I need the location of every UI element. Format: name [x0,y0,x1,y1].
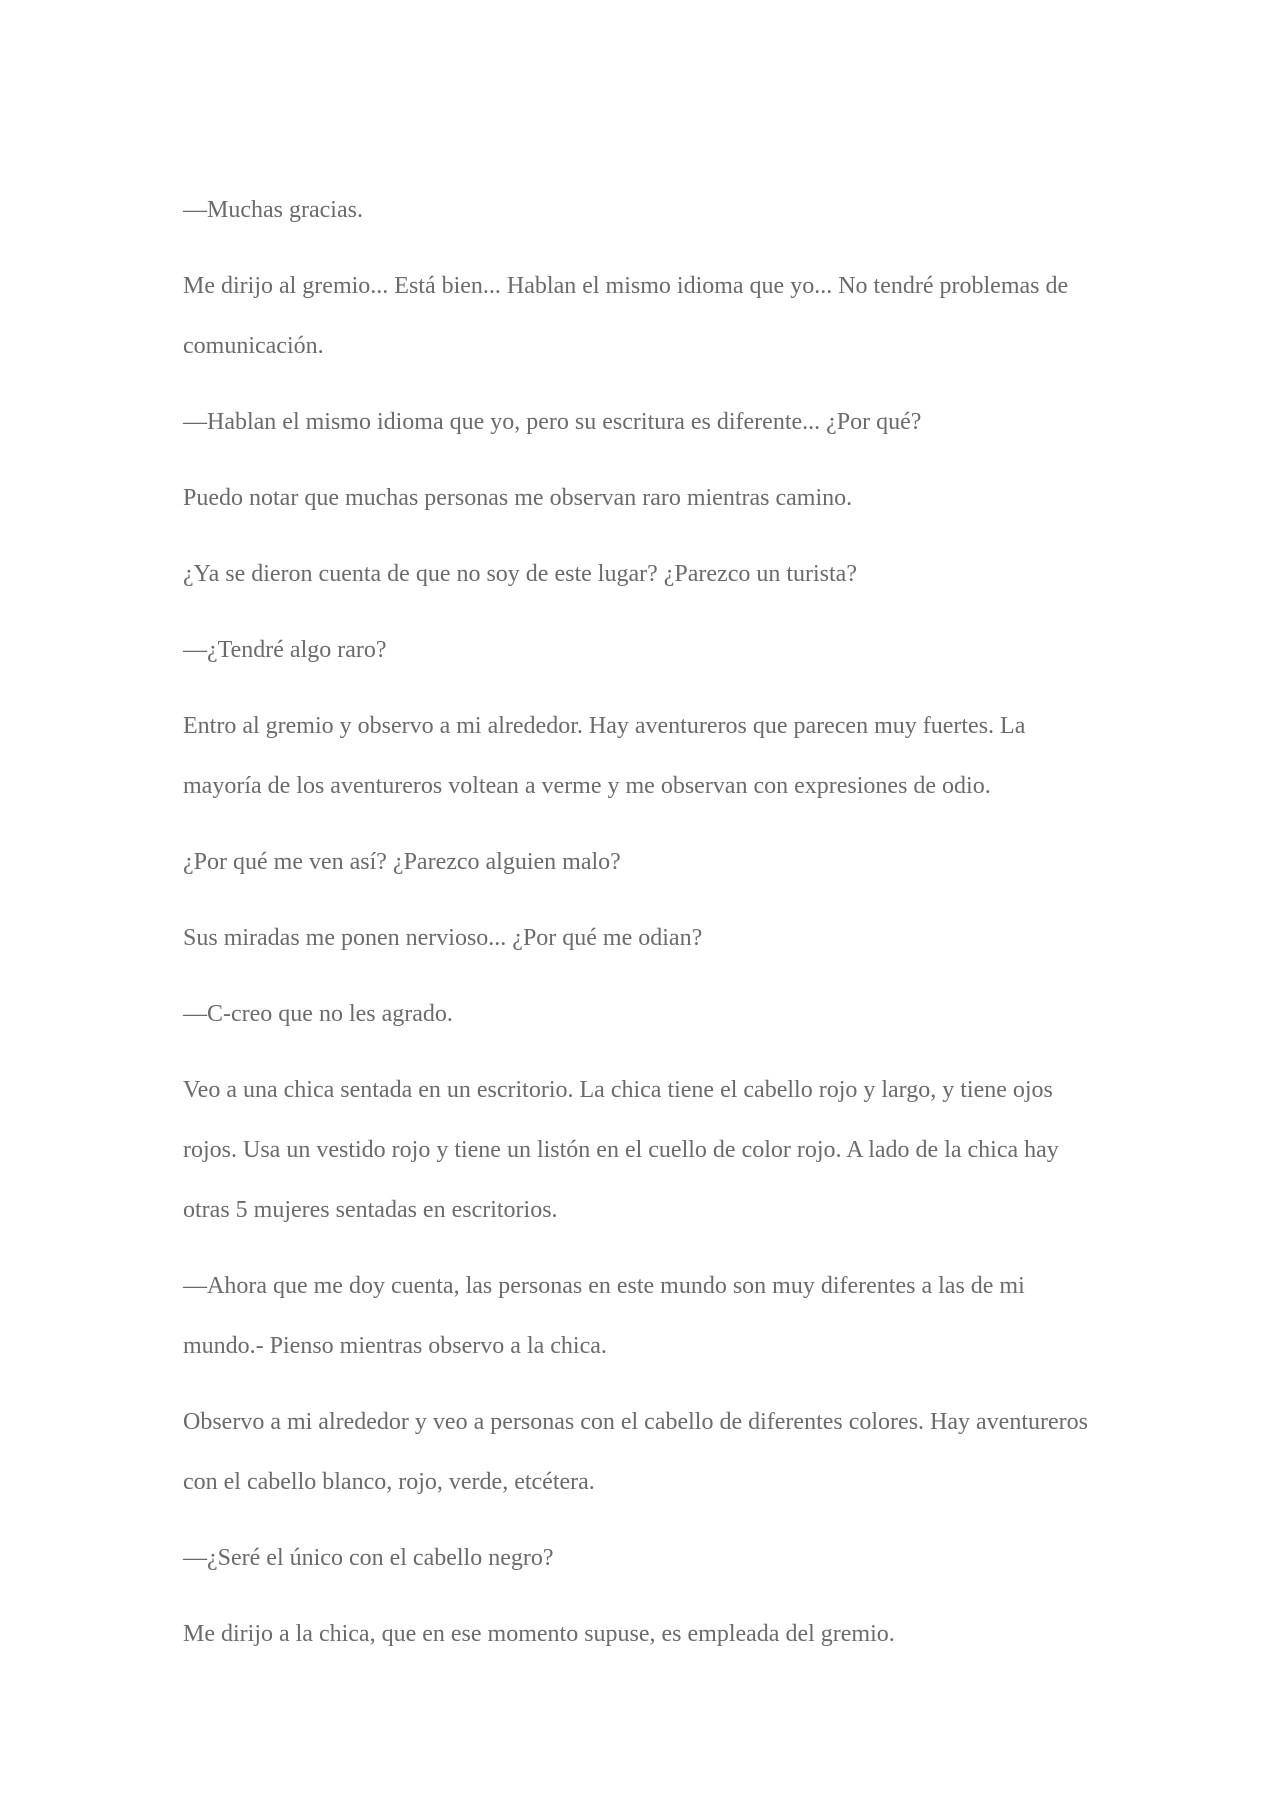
paragraph: ¿Por qué me ven así? ¿Parezco alguien malo? [183,849,621,875]
paragraph: —Muchas gracias. [183,197,363,223]
paragraph: Sus miradas me ponen nervioso... ¿Por qué me odian? [183,925,703,951]
paragraph: Me dirijo al gremio... Está bien... Hablan el mismo idioma que yo... No tendré problemas de comunicación. [183,273,1069,359]
paragraph: ¿Ya se dieron cuenta de que no soy de este lugar? ¿Parezco un turista? [183,561,857,587]
paragraph: Observo a mi alrededor y veo a personas con el cabello de diferentes colores. Hay aventureros con el cabello blanco, rojo, verde, etcétera. [183,1409,1088,1495]
paragraph: —Ahora que me doy cuenta, las personas en este mundo son muy diferentes a las de mi mundo.- Pienso mientras observo a la chica. [183,1273,1025,1359]
document-page [183,180,1103,1680]
paragraph: —C-creo que no les agrado. [183,1001,453,1027]
paragraph: —Hablan el mismo idioma que yo, pero su escritura es diferente... ¿Por qué? [183,409,922,435]
paragraph: —¿Tendré algo raro? [183,637,387,663]
paragraph: Veo a una chica sentada en un escritorio. La chica tiene el cabello rojo y largo, y tiene ojos rojos. Usa un vestido rojo y tiene un listón en el cuello de color rojo. A lado de la chica hay otras 5 mujeres sentadas en escritorios. [183,1077,1059,1223]
paragraph: Me dirijo a la chica, que en ese momento supuse, es empleada del gremio. [183,1621,895,1647]
paragraph: Entro al gremio y observo a mi alrededor. Hay aventureros que parecen muy fuertes. La mayoría de los aventureros voltean a verme y me observan con expresiones de odio. [183,713,1026,799]
paragraph: Puedo notar que muchas personas me observan raro mientras camino. [183,485,853,511]
paragraph: —¿Seré el único con el cabello negro? [183,1545,554,1571]
